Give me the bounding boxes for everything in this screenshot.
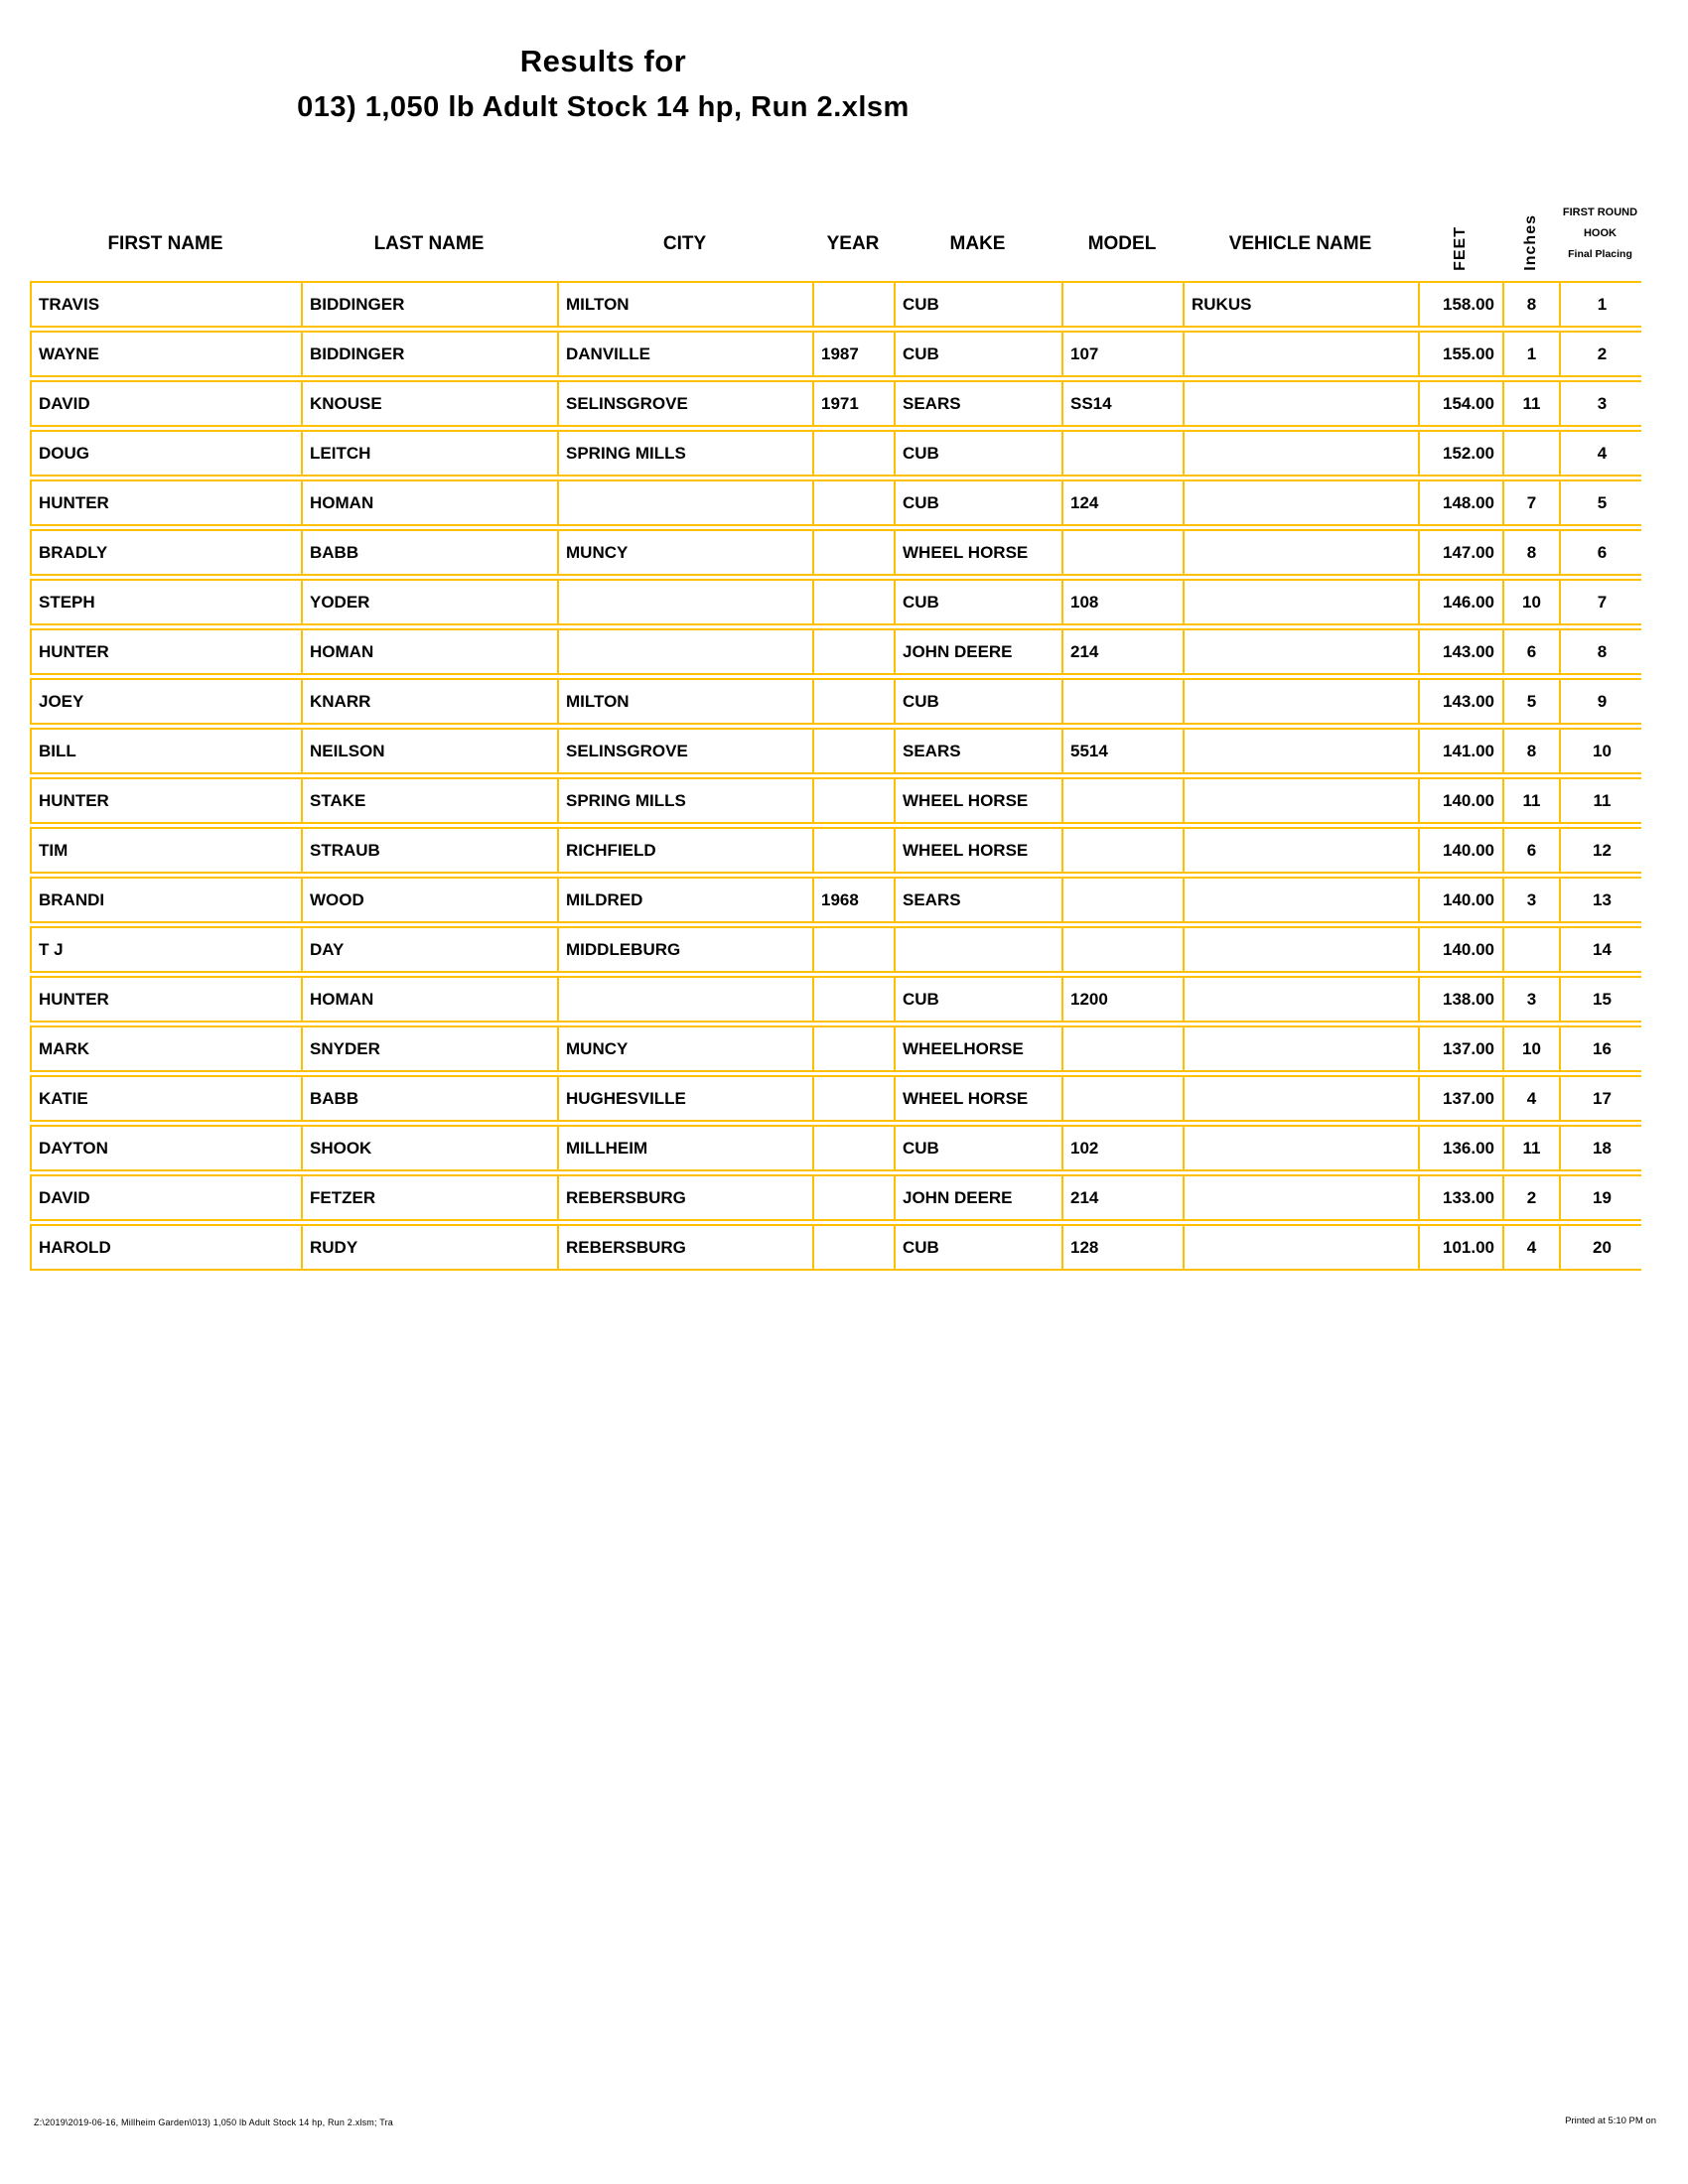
cell-placing: 11 [1593,790,1612,810]
cell-first_name: STEPH [32,581,303,623]
cell-vehicle_name [1185,333,1420,375]
cell-inches: 8 [1504,531,1561,574]
cell-make: CUB [896,1226,1063,1269]
cell-inches: 2 [1504,1176,1561,1219]
cell-make: WHEEL HORSE [896,829,1063,872]
column-header-label: MAKE [949,233,1006,254]
cell-last_name: BIDDINGER [303,283,559,326]
column-header-label [1563,203,1637,265]
cell-placing: 6 [1597,542,1608,562]
cell-year [814,1077,896,1120]
cell-model: 128 [1063,1226,1185,1269]
column-header-feet [1418,139,1502,281]
cell-placing: 13 [1593,889,1612,909]
cell-inches: 6 [1504,829,1561,872]
cell-year [814,680,896,723]
cell-placing: 8 [1597,641,1608,661]
column-header-last_name [301,139,557,281]
cell-inches: 11 [1504,382,1561,425]
cell-last_name: BIDDINGER [303,333,559,375]
cell-make: JOHN DEERE [896,630,1063,673]
cell-first_name: TIM [32,829,303,872]
cell-city: SPRING MILLS [559,432,814,475]
cell-placing: 20 [1593,1237,1612,1257]
cell-model: 214 [1063,1176,1185,1219]
footer-file-path: Z:\2019\2019-06-16, Millheim Garden\013) 1,050 lb Adult Stock 14 hp, Run 2.xlsm; Tra [34,2117,393,2127]
table-row [30,281,1641,328]
cell-model: 1200 [1063,978,1185,1021]
cell-model [1063,680,1185,723]
cell-model: 214 [1063,630,1185,673]
table-row [30,331,1641,377]
cell-last_name: HOMAN [303,630,559,673]
cell-year [814,1127,896,1169]
cell-city: REBERSBURG [559,1226,814,1269]
cell-placing: 10 [1593,741,1612,760]
cell-year [814,531,896,574]
table-row [30,1025,1641,1072]
cell-placing: 19 [1593,1187,1612,1207]
cell-vehicle_name [1185,978,1420,1021]
cell-inches: 7 [1504,481,1561,524]
column-header-label: CITY [662,233,707,254]
cell-make: WHEEL HORSE [896,531,1063,574]
table-row [30,430,1641,477]
cell-year [814,730,896,772]
cell-model: 102 [1063,1127,1185,1169]
cell-placing: 2 [1597,343,1608,363]
cell-vehicle_name [1185,432,1420,475]
cell-vehicle_name [1185,581,1420,623]
cell-model [1063,1027,1185,1070]
column-header-city [557,139,812,281]
cell-vehicle_name [1185,779,1420,822]
cell-placing: 3 [1597,393,1608,413]
cell-inches: 3 [1504,879,1561,921]
column-header-make [894,139,1061,281]
cell-first_name: HUNTER [32,630,303,673]
cell-placing: 4 [1597,443,1608,463]
cell-placing: 5 [1597,492,1608,512]
cell-last_name: SNYDER [303,1027,559,1070]
cell-make: CUB [896,333,1063,375]
cell-last_name: KNARR [303,680,559,723]
table-row [30,1075,1641,1122]
cell-make: CUB [896,581,1063,623]
cell-vehicle_name [1185,680,1420,723]
table-header [30,139,1641,281]
cell-placing: 14 [1593,939,1612,959]
cell-model: SS14 [1063,382,1185,425]
cell-feet: 136.00 [1420,1127,1504,1169]
cell-first_name: DOUG [32,432,303,475]
cell-vehicle_name [1185,531,1420,574]
cell-city [559,978,814,1021]
cell-placing: 17 [1593,1088,1612,1108]
cell-last_name: HOMAN [303,481,559,524]
cell-vehicle_name [1185,1127,1420,1169]
cell-feet: 143.00 [1420,680,1504,723]
cell-last_name: BABB [303,531,559,574]
column-header-label: MODEL [1087,233,1157,254]
cell-city: DANVILLE [559,333,814,375]
cell-city: RICHFIELD [559,829,814,872]
cell-placing: 7 [1597,592,1608,612]
cell-last_name: WOOD [303,879,559,921]
cell-first_name: BRANDI [32,879,303,921]
cell-inches: 4 [1504,1226,1561,1269]
cell-first_name: BRADLY [32,531,303,574]
cell-model [1063,1077,1185,1120]
cell-feet: 141.00 [1420,730,1504,772]
cell-last_name: LEITCH [303,432,559,475]
column-header-label: FEET [1451,226,1469,271]
cell-vehicle_name [1185,879,1420,921]
cell-year [814,928,896,971]
cell-placing: 9 [1597,691,1608,711]
cell-year [814,432,896,475]
cell-vehicle_name [1185,481,1420,524]
cell-feet: 155.00 [1420,333,1504,375]
cell-feet: 147.00 [1420,531,1504,574]
cell-city: MILLHEIM [559,1127,814,1169]
cell-vehicle_name: RUKUS [1185,283,1420,326]
cell-model [1063,779,1185,822]
column-header-placing [1559,139,1641,281]
cell-last_name: NEILSON [303,730,559,772]
cell-city [559,581,814,623]
cell-vehicle_name [1185,1176,1420,1219]
table-row [30,529,1641,576]
cell-inches [1504,432,1561,475]
cell-model [1063,283,1185,326]
cell-inches: 4 [1504,1077,1561,1120]
cell-make: SEARS [896,879,1063,921]
cell-inches: 11 [1504,1127,1561,1169]
cell-feet: 154.00 [1420,382,1504,425]
cell-inches: 5 [1504,680,1561,723]
table-row [30,976,1641,1023]
cell-make: JOHN DEERE [896,1176,1063,1219]
cell-make: CUB [896,481,1063,524]
cell-first_name: HAROLD [32,1226,303,1269]
cell-feet: 140.00 [1420,879,1504,921]
cell-feet: 138.00 [1420,978,1504,1021]
cell-first_name: DAYTON [32,1127,303,1169]
cell-last_name: STRAUB [303,829,559,872]
cell-city: HUGHESVILLE [559,1077,814,1120]
table-row [30,1125,1641,1171]
cell-placing: 12 [1593,840,1612,860]
cell-feet: 152.00 [1420,432,1504,475]
cell-inches: 8 [1504,283,1561,326]
column-header-label: FIRST NAME [107,233,223,254]
cell-feet: 146.00 [1420,581,1504,623]
cell-feet: 137.00 [1420,1077,1504,1120]
table-row [30,479,1641,526]
cell-last_name: FETZER [303,1176,559,1219]
cell-year [814,581,896,623]
cell-vehicle_name [1185,1027,1420,1070]
cell-city: MILTON [559,283,814,326]
cell-placing: 1 [1597,294,1608,314]
column-header-line: Final Placing [1568,248,1632,260]
cell-year: 1987 [814,333,896,375]
cell-city [559,481,814,524]
cell-make: WHEEL HORSE [896,779,1063,822]
table-row [30,678,1641,725]
cell-placing: 16 [1593,1038,1612,1058]
cell-year [814,283,896,326]
column-header-first_name [30,139,301,281]
table-row [30,877,1641,923]
cell-first_name: HUNTER [32,481,303,524]
cell-feet: 143.00 [1420,630,1504,673]
cell-vehicle_name [1185,382,1420,425]
cell-first_name: WAYNE [32,333,303,375]
cell-inches: 10 [1504,1027,1561,1070]
table-row [30,380,1641,427]
column-header-label: LAST NAME [373,233,485,254]
cell-last_name: BABB [303,1077,559,1120]
cell-first_name: MARK [32,1027,303,1070]
cell-last_name: YODER [303,581,559,623]
cell-year [814,630,896,673]
cell-inches: 8 [1504,730,1561,772]
cell-vehicle_name [1185,928,1420,971]
cell-city [559,630,814,673]
cell-year [814,779,896,822]
cell-first_name: DAVID [32,382,303,425]
cell-make: SEARS [896,730,1063,772]
cell-city: MUNCY [559,531,814,574]
cell-placing: 18 [1593,1138,1612,1158]
cell-feet: 137.00 [1420,1027,1504,1070]
cell-year [814,481,896,524]
cell-city: MILTON [559,680,814,723]
cell-last_name: KNOUSE [303,382,559,425]
cell-year [814,829,896,872]
cell-city: SELINSGROVE [559,382,814,425]
cell-vehicle_name [1185,829,1420,872]
page-title-line2: 013) 1,050 lb Adult Stock 14 hp, Run 2.xlsm [297,91,910,123]
cell-placing: 15 [1593,989,1612,1009]
cell-make: SEARS [896,382,1063,425]
cell-make: WHEELHORSE [896,1027,1063,1070]
cell-model: 107 [1063,333,1185,375]
column-header-year [812,139,894,281]
cell-last_name: RUDY [303,1226,559,1269]
column-header-line: FIRST ROUND [1562,206,1638,218]
cell-make: CUB [896,1127,1063,1169]
cell-feet: 133.00 [1420,1176,1504,1219]
cell-model: 108 [1063,581,1185,623]
cell-feet: 158.00 [1420,283,1504,326]
cell-inches: 3 [1504,978,1561,1021]
cell-inches: 11 [1504,779,1561,822]
column-header-inches [1502,139,1559,281]
cell-make: WHEEL HORSE [896,1077,1063,1120]
cell-inches [1504,928,1561,971]
table-row [30,827,1641,874]
cell-model: 124 [1063,481,1185,524]
column-header-model [1061,139,1183,281]
footer-printed-at: Printed at 5:10 PM on [1565,2116,1656,2126]
cell-model: 5514 [1063,730,1185,772]
cell-first_name: T J [32,928,303,971]
cell-city: SELINSGROVE [559,730,814,772]
page-title-line1: Results for [519,44,687,78]
cell-make: CUB [896,432,1063,475]
cell-model [1063,928,1185,971]
cell-feet: 140.00 [1420,928,1504,971]
cell-year: 1971 [814,382,896,425]
page-title [0,44,1206,124]
cell-inches: 1 [1504,333,1561,375]
table-row [30,926,1641,973]
cell-first_name: JOEY [32,680,303,723]
cell-year [814,1176,896,1219]
cell-year [814,1226,896,1269]
cell-first_name: HUNTER [32,779,303,822]
cell-city: MIDDLEBURG [559,928,814,971]
cell-year: 1968 [814,879,896,921]
column-header-line: HOOK [1583,227,1617,239]
cell-last_name: SHOOK [303,1127,559,1169]
cell-make: CUB [896,283,1063,326]
cell-model [1063,531,1185,574]
cell-feet: 148.00 [1420,481,1504,524]
table-row [30,1174,1641,1221]
cell-feet: 140.00 [1420,779,1504,822]
table-row [30,777,1641,824]
cell-year [814,1027,896,1070]
cell-city: REBERSBURG [559,1176,814,1219]
column-header-label: YEAR [826,233,880,254]
cell-first_name: TRAVIS [32,283,303,326]
cell-city: MILDRED [559,879,814,921]
cell-last_name: HOMAN [303,978,559,1021]
cell-vehicle_name [1185,730,1420,772]
cell-vehicle_name [1185,630,1420,673]
table-body [30,281,1641,1274]
cell-first_name: BILL [32,730,303,772]
table-row [30,1224,1641,1271]
cell-model [1063,879,1185,921]
cell-inches: 10 [1504,581,1561,623]
cell-vehicle_name [1185,1226,1420,1269]
cell-city: SPRING MILLS [559,779,814,822]
cell-model [1063,829,1185,872]
cell-model [1063,432,1185,475]
cell-vehicle_name [1185,1077,1420,1120]
cell-first_name: DAVID [32,1176,303,1219]
cell-feet: 101.00 [1420,1226,1504,1269]
cell-first_name: HUNTER [32,978,303,1021]
cell-make: CUB [896,978,1063,1021]
cell-last_name: DAY [303,928,559,971]
cell-year [814,978,896,1021]
table-row [30,728,1641,774]
column-header-vehicle_name [1183,139,1418,281]
cell-city: MUNCY [559,1027,814,1070]
cell-first_name: KATIE [32,1077,303,1120]
cell-inches: 6 [1504,630,1561,673]
table-row [30,628,1641,675]
table-row [30,579,1641,625]
cell-make [896,928,1063,971]
cell-make: CUB [896,680,1063,723]
cell-feet: 140.00 [1420,829,1504,872]
column-header-label: Inches [1521,214,1539,271]
column-header-label: VEHICLE NAME [1228,233,1372,254]
cell-last_name: STAKE [303,779,559,822]
